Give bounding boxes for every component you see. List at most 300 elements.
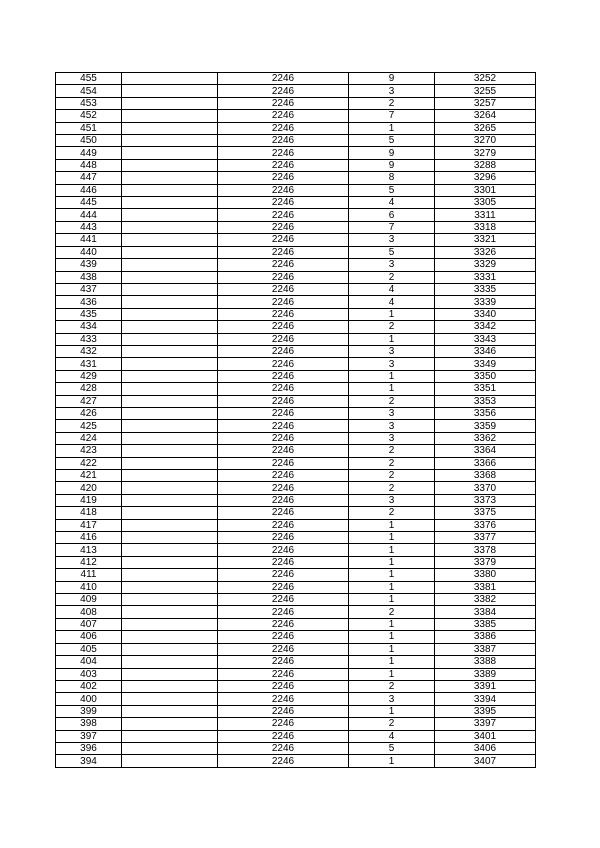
- table-row: [56, 296, 536, 308]
- table-row: [56, 755, 536, 767]
- table-row: [56, 432, 536, 444]
- count-cell: 2: [349, 457, 435, 469]
- count-cell: 2: [349, 470, 435, 482]
- table-row: [56, 594, 536, 606]
- count-cell: 9: [349, 147, 435, 159]
- cumulative-cell: 3377: [435, 532, 536, 544]
- blank-cell: [122, 333, 218, 345]
- table-row: [56, 321, 536, 333]
- code-cell: 2246: [218, 445, 349, 457]
- table-row: [56, 618, 536, 630]
- count-cell: 5: [349, 246, 435, 258]
- score-cell: 431: [56, 358, 122, 370]
- score-table: [55, 72, 536, 768]
- table-row: [56, 420, 536, 432]
- blank-cell: [122, 147, 218, 159]
- code-cell: 2246: [218, 755, 349, 767]
- table-row: [56, 197, 536, 209]
- table-row: [56, 85, 536, 97]
- cumulative-cell: 3395: [435, 705, 536, 717]
- count-cell: 4: [349, 197, 435, 209]
- score-cell: 421: [56, 470, 122, 482]
- table-row: [56, 581, 536, 593]
- code-cell: 2246: [218, 432, 349, 444]
- blank-cell: [122, 122, 218, 134]
- code-cell: 2246: [218, 321, 349, 333]
- blank-cell: [122, 135, 218, 147]
- blank-cell: [122, 283, 218, 295]
- cumulative-cell: 3388: [435, 656, 536, 668]
- table-row: [56, 358, 536, 370]
- count-cell: 1: [349, 370, 435, 382]
- cumulative-cell: 3329: [435, 259, 536, 271]
- table-row: [56, 631, 536, 643]
- cumulative-cell: 3349: [435, 358, 536, 370]
- table-row: [56, 271, 536, 283]
- code-cell: 2246: [218, 668, 349, 680]
- code-cell: 2246: [218, 532, 349, 544]
- table-row: [56, 370, 536, 382]
- table-row: [56, 507, 536, 519]
- code-cell: 2246: [218, 370, 349, 382]
- cumulative-cell: 3343: [435, 333, 536, 345]
- table-row: [56, 407, 536, 419]
- count-cell: 1: [349, 631, 435, 643]
- cumulative-cell: 3384: [435, 606, 536, 618]
- count-cell: 1: [349, 333, 435, 345]
- blank-cell: [122, 569, 218, 581]
- count-cell: 1: [349, 656, 435, 668]
- code-cell: 2246: [218, 470, 349, 482]
- code-cell: 2246: [218, 184, 349, 196]
- score-cell: 425: [56, 420, 122, 432]
- blank-cell: [122, 345, 218, 357]
- cumulative-cell: 3305: [435, 197, 536, 209]
- count-cell: 2: [349, 718, 435, 730]
- table-row: [56, 209, 536, 221]
- code-cell: 2246: [218, 73, 349, 85]
- code-cell: 2246: [218, 172, 349, 184]
- code-cell: 2246: [218, 606, 349, 618]
- count-cell: 3: [349, 358, 435, 370]
- blank-cell: [122, 618, 218, 630]
- blank-cell: [122, 445, 218, 457]
- count-cell: 7: [349, 110, 435, 122]
- code-cell: 2246: [218, 97, 349, 109]
- score-cell: 409: [56, 594, 122, 606]
- cumulative-cell: 3255: [435, 85, 536, 97]
- blank-cell: [122, 407, 218, 419]
- blank-cell: [122, 544, 218, 556]
- code-cell: 2246: [218, 631, 349, 643]
- count-cell: 5: [349, 184, 435, 196]
- table-row: [56, 705, 536, 717]
- table-row: [56, 333, 536, 345]
- cumulative-cell: 3370: [435, 482, 536, 494]
- table-row: [56, 135, 536, 147]
- table-row: [56, 680, 536, 692]
- score-cell: 402: [56, 680, 122, 692]
- code-cell: 2246: [218, 742, 349, 754]
- code-cell: 2246: [218, 482, 349, 494]
- score-cell: 440: [56, 246, 122, 258]
- count-cell: 3: [349, 432, 435, 444]
- table-row: [56, 283, 536, 295]
- count-cell: 1: [349, 643, 435, 655]
- table-row: [56, 246, 536, 258]
- count-cell: 1: [349, 755, 435, 767]
- table-row: [56, 482, 536, 494]
- code-cell: 2246: [218, 556, 349, 568]
- table-row: [56, 147, 536, 159]
- count-cell: 1: [349, 618, 435, 630]
- code-cell: 2246: [218, 234, 349, 246]
- score-cell: 427: [56, 395, 122, 407]
- cumulative-cell: 3379: [435, 556, 536, 568]
- count-cell: 2: [349, 321, 435, 333]
- code-cell: 2246: [218, 395, 349, 407]
- count-cell: 1: [349, 308, 435, 320]
- score-cell: 396: [56, 742, 122, 754]
- cumulative-cell: 3311: [435, 209, 536, 221]
- cumulative-cell: 3264: [435, 110, 536, 122]
- score-cell: 420: [56, 482, 122, 494]
- code-cell: 2246: [218, 705, 349, 717]
- code-cell: 2246: [218, 581, 349, 593]
- cumulative-cell: 3378: [435, 544, 536, 556]
- cumulative-cell: 3373: [435, 494, 536, 506]
- cumulative-cell: 3301: [435, 184, 536, 196]
- blank-cell: [122, 184, 218, 196]
- score-cell: 418: [56, 507, 122, 519]
- code-cell: 2246: [218, 296, 349, 308]
- count-cell: 9: [349, 159, 435, 171]
- blank-cell: [122, 470, 218, 482]
- code-cell: 2246: [218, 569, 349, 581]
- score-cell: 398: [56, 718, 122, 730]
- blank-cell: [122, 532, 218, 544]
- blank-cell: [122, 308, 218, 320]
- table-row: [56, 730, 536, 742]
- score-cell: 416: [56, 532, 122, 544]
- score-cell: 428: [56, 383, 122, 395]
- score-cell: 406: [56, 631, 122, 643]
- table-row: [56, 718, 536, 730]
- score-cell: 435: [56, 308, 122, 320]
- cumulative-cell: 3353: [435, 395, 536, 407]
- cumulative-cell: 3350: [435, 370, 536, 382]
- count-cell: 1: [349, 544, 435, 556]
- cumulative-cell: 3270: [435, 135, 536, 147]
- table-row: [56, 395, 536, 407]
- table-row: [56, 643, 536, 655]
- blank-cell: [122, 85, 218, 97]
- score-cell: 429: [56, 370, 122, 382]
- score-cell: 449: [56, 147, 122, 159]
- code-cell: 2246: [218, 594, 349, 606]
- count-cell: 8: [349, 172, 435, 184]
- score-cell: 451: [56, 122, 122, 134]
- code-cell: 2246: [218, 656, 349, 668]
- score-cell: 446: [56, 184, 122, 196]
- blank-cell: [122, 370, 218, 382]
- count-cell: 1: [349, 532, 435, 544]
- table-row: [56, 457, 536, 469]
- count-cell: 5: [349, 135, 435, 147]
- blank-cell: [122, 457, 218, 469]
- score-cell: 404: [56, 656, 122, 668]
- code-cell: 2246: [218, 680, 349, 692]
- code-cell: 2246: [218, 209, 349, 221]
- blank-cell: [122, 97, 218, 109]
- table-row: [56, 556, 536, 568]
- code-cell: 2246: [218, 122, 349, 134]
- score-cell: 433: [56, 333, 122, 345]
- blank-cell: [122, 631, 218, 643]
- cumulative-cell: 3257: [435, 97, 536, 109]
- table-row: [56, 742, 536, 754]
- cumulative-cell: 3356: [435, 407, 536, 419]
- cumulative-cell: 3296: [435, 172, 536, 184]
- table-row: [56, 345, 536, 357]
- cumulative-cell: 3288: [435, 159, 536, 171]
- score-cell: 423: [56, 445, 122, 457]
- cumulative-cell: 3321: [435, 234, 536, 246]
- blank-cell: [122, 73, 218, 85]
- score-cell: 443: [56, 221, 122, 233]
- score-cell: 413: [56, 544, 122, 556]
- code-cell: 2246: [218, 407, 349, 419]
- cumulative-cell: 3391: [435, 680, 536, 692]
- count-cell: 3: [349, 85, 435, 97]
- count-cell: 1: [349, 122, 435, 134]
- code-cell: 2246: [218, 197, 349, 209]
- cumulative-cell: 3362: [435, 432, 536, 444]
- cumulative-cell: 3279: [435, 147, 536, 159]
- score-cell: 438: [56, 271, 122, 283]
- blank-cell: [122, 494, 218, 506]
- blank-cell: [122, 395, 218, 407]
- cumulative-cell: 3380: [435, 569, 536, 581]
- table-row: [56, 97, 536, 109]
- count-cell: 4: [349, 296, 435, 308]
- code-cell: 2246: [218, 271, 349, 283]
- table-row: [56, 544, 536, 556]
- code-cell: 2246: [218, 85, 349, 97]
- count-cell: 3: [349, 420, 435, 432]
- score-cell: 410: [56, 581, 122, 593]
- code-cell: 2246: [218, 730, 349, 742]
- score-cell: 403: [56, 668, 122, 680]
- count-cell: 7: [349, 221, 435, 233]
- code-cell: 2246: [218, 110, 349, 122]
- code-cell: 2246: [218, 544, 349, 556]
- table-row: [56, 172, 536, 184]
- count-cell: 1: [349, 668, 435, 680]
- table-row: [56, 668, 536, 680]
- cumulative-cell: 3376: [435, 519, 536, 531]
- score-cell: 397: [56, 730, 122, 742]
- code-cell: 2246: [218, 718, 349, 730]
- cumulative-cell: 3394: [435, 693, 536, 705]
- table-row: [56, 184, 536, 196]
- blank-cell: [122, 668, 218, 680]
- blank-cell: [122, 693, 218, 705]
- blank-cell: [122, 519, 218, 531]
- cumulative-cell: 3407: [435, 755, 536, 767]
- blank-cell: [122, 246, 218, 258]
- code-cell: 2246: [218, 221, 349, 233]
- score-cell: 411: [56, 569, 122, 581]
- cumulative-cell: 3382: [435, 594, 536, 606]
- cumulative-cell: 3326: [435, 246, 536, 258]
- cumulative-cell: 3252: [435, 73, 536, 85]
- count-cell: 3: [349, 693, 435, 705]
- cumulative-cell: 3364: [435, 445, 536, 457]
- blank-cell: [122, 581, 218, 593]
- count-cell: 2: [349, 271, 435, 283]
- cumulative-cell: 3406: [435, 742, 536, 754]
- score-cell: 455: [56, 73, 122, 85]
- count-cell: 4: [349, 730, 435, 742]
- score-table-body: [56, 73, 536, 768]
- count-cell: 3: [349, 494, 435, 506]
- blank-cell: [122, 234, 218, 246]
- blank-cell: [122, 259, 218, 271]
- code-cell: 2246: [218, 618, 349, 630]
- score-cell: 394: [56, 755, 122, 767]
- code-cell: 2246: [218, 519, 349, 531]
- score-cell: 419: [56, 494, 122, 506]
- blank-cell: [122, 742, 218, 754]
- code-cell: 2246: [218, 283, 349, 295]
- count-cell: 2: [349, 97, 435, 109]
- blank-cell: [122, 432, 218, 444]
- code-cell: 2246: [218, 383, 349, 395]
- cumulative-cell: 3346: [435, 345, 536, 357]
- cumulative-cell: 3342: [435, 321, 536, 333]
- cumulative-cell: 3351: [435, 383, 536, 395]
- table-row: [56, 656, 536, 668]
- count-cell: 4: [349, 283, 435, 295]
- count-cell: 1: [349, 569, 435, 581]
- blank-cell: [122, 383, 218, 395]
- blank-cell: [122, 643, 218, 655]
- count-cell: 2: [349, 507, 435, 519]
- count-cell: 1: [349, 383, 435, 395]
- count-cell: 2: [349, 482, 435, 494]
- count-cell: 1: [349, 581, 435, 593]
- blank-cell: [122, 556, 218, 568]
- table-row: [56, 259, 536, 271]
- cumulative-cell: 3335: [435, 283, 536, 295]
- count-cell: 2: [349, 606, 435, 618]
- score-cell: 417: [56, 519, 122, 531]
- score-cell: 408: [56, 606, 122, 618]
- count-cell: 5: [349, 742, 435, 754]
- count-cell: 2: [349, 395, 435, 407]
- cumulative-cell: 3368: [435, 470, 536, 482]
- cumulative-cell: 3389: [435, 668, 536, 680]
- score-cell: 422: [56, 457, 122, 469]
- score-cell: 437: [56, 283, 122, 295]
- code-cell: 2246: [218, 308, 349, 320]
- table-row: [56, 308, 536, 320]
- cumulative-cell: 3340: [435, 308, 536, 320]
- count-cell: 1: [349, 519, 435, 531]
- cumulative-cell: 3401: [435, 730, 536, 742]
- cumulative-cell: 3318: [435, 221, 536, 233]
- code-cell: 2246: [218, 345, 349, 357]
- blank-cell: [122, 730, 218, 742]
- table-row: [56, 383, 536, 395]
- cumulative-cell: 3397: [435, 718, 536, 730]
- table-row: [56, 234, 536, 246]
- count-cell: 3: [349, 234, 435, 246]
- table-row: [56, 122, 536, 134]
- score-cell: 407: [56, 618, 122, 630]
- count-cell: 3: [349, 407, 435, 419]
- blank-cell: [122, 221, 218, 233]
- cumulative-cell: 3386: [435, 631, 536, 643]
- score-cell: 432: [56, 345, 122, 357]
- score-cell: 400: [56, 693, 122, 705]
- score-cell: 454: [56, 85, 122, 97]
- code-cell: 2246: [218, 693, 349, 705]
- score-cell: 447: [56, 172, 122, 184]
- code-cell: 2246: [218, 643, 349, 655]
- code-cell: 2246: [218, 333, 349, 345]
- blank-cell: [122, 718, 218, 730]
- cumulative-cell: 3387: [435, 643, 536, 655]
- table-row: [56, 519, 536, 531]
- blank-cell: [122, 705, 218, 717]
- count-cell: 1: [349, 556, 435, 568]
- code-cell: 2246: [218, 457, 349, 469]
- table-row: [56, 221, 536, 233]
- count-cell: 1: [349, 594, 435, 606]
- cumulative-cell: 3366: [435, 457, 536, 469]
- blank-cell: [122, 110, 218, 122]
- code-cell: 2246: [218, 159, 349, 171]
- blank-cell: [122, 680, 218, 692]
- cumulative-cell: 3265: [435, 122, 536, 134]
- blank-cell: [122, 321, 218, 333]
- code-cell: 2246: [218, 259, 349, 271]
- score-cell: 436: [56, 296, 122, 308]
- code-cell: 2246: [218, 507, 349, 519]
- cumulative-cell: 3359: [435, 420, 536, 432]
- blank-cell: [122, 656, 218, 668]
- score-cell: 426: [56, 407, 122, 419]
- code-cell: 2246: [218, 246, 349, 258]
- blank-cell: [122, 755, 218, 767]
- cumulative-cell: 3339: [435, 296, 536, 308]
- table-row: [56, 470, 536, 482]
- blank-cell: [122, 209, 218, 221]
- score-cell: 444: [56, 209, 122, 221]
- cumulative-cell: 3381: [435, 581, 536, 593]
- table-row: [56, 445, 536, 457]
- code-cell: 2246: [218, 135, 349, 147]
- count-cell: 1: [349, 705, 435, 717]
- score-cell: 452: [56, 110, 122, 122]
- score-cell: 424: [56, 432, 122, 444]
- count-cell: 2: [349, 680, 435, 692]
- count-cell: 9: [349, 73, 435, 85]
- score-cell: 412: [56, 556, 122, 568]
- table-row: [56, 494, 536, 506]
